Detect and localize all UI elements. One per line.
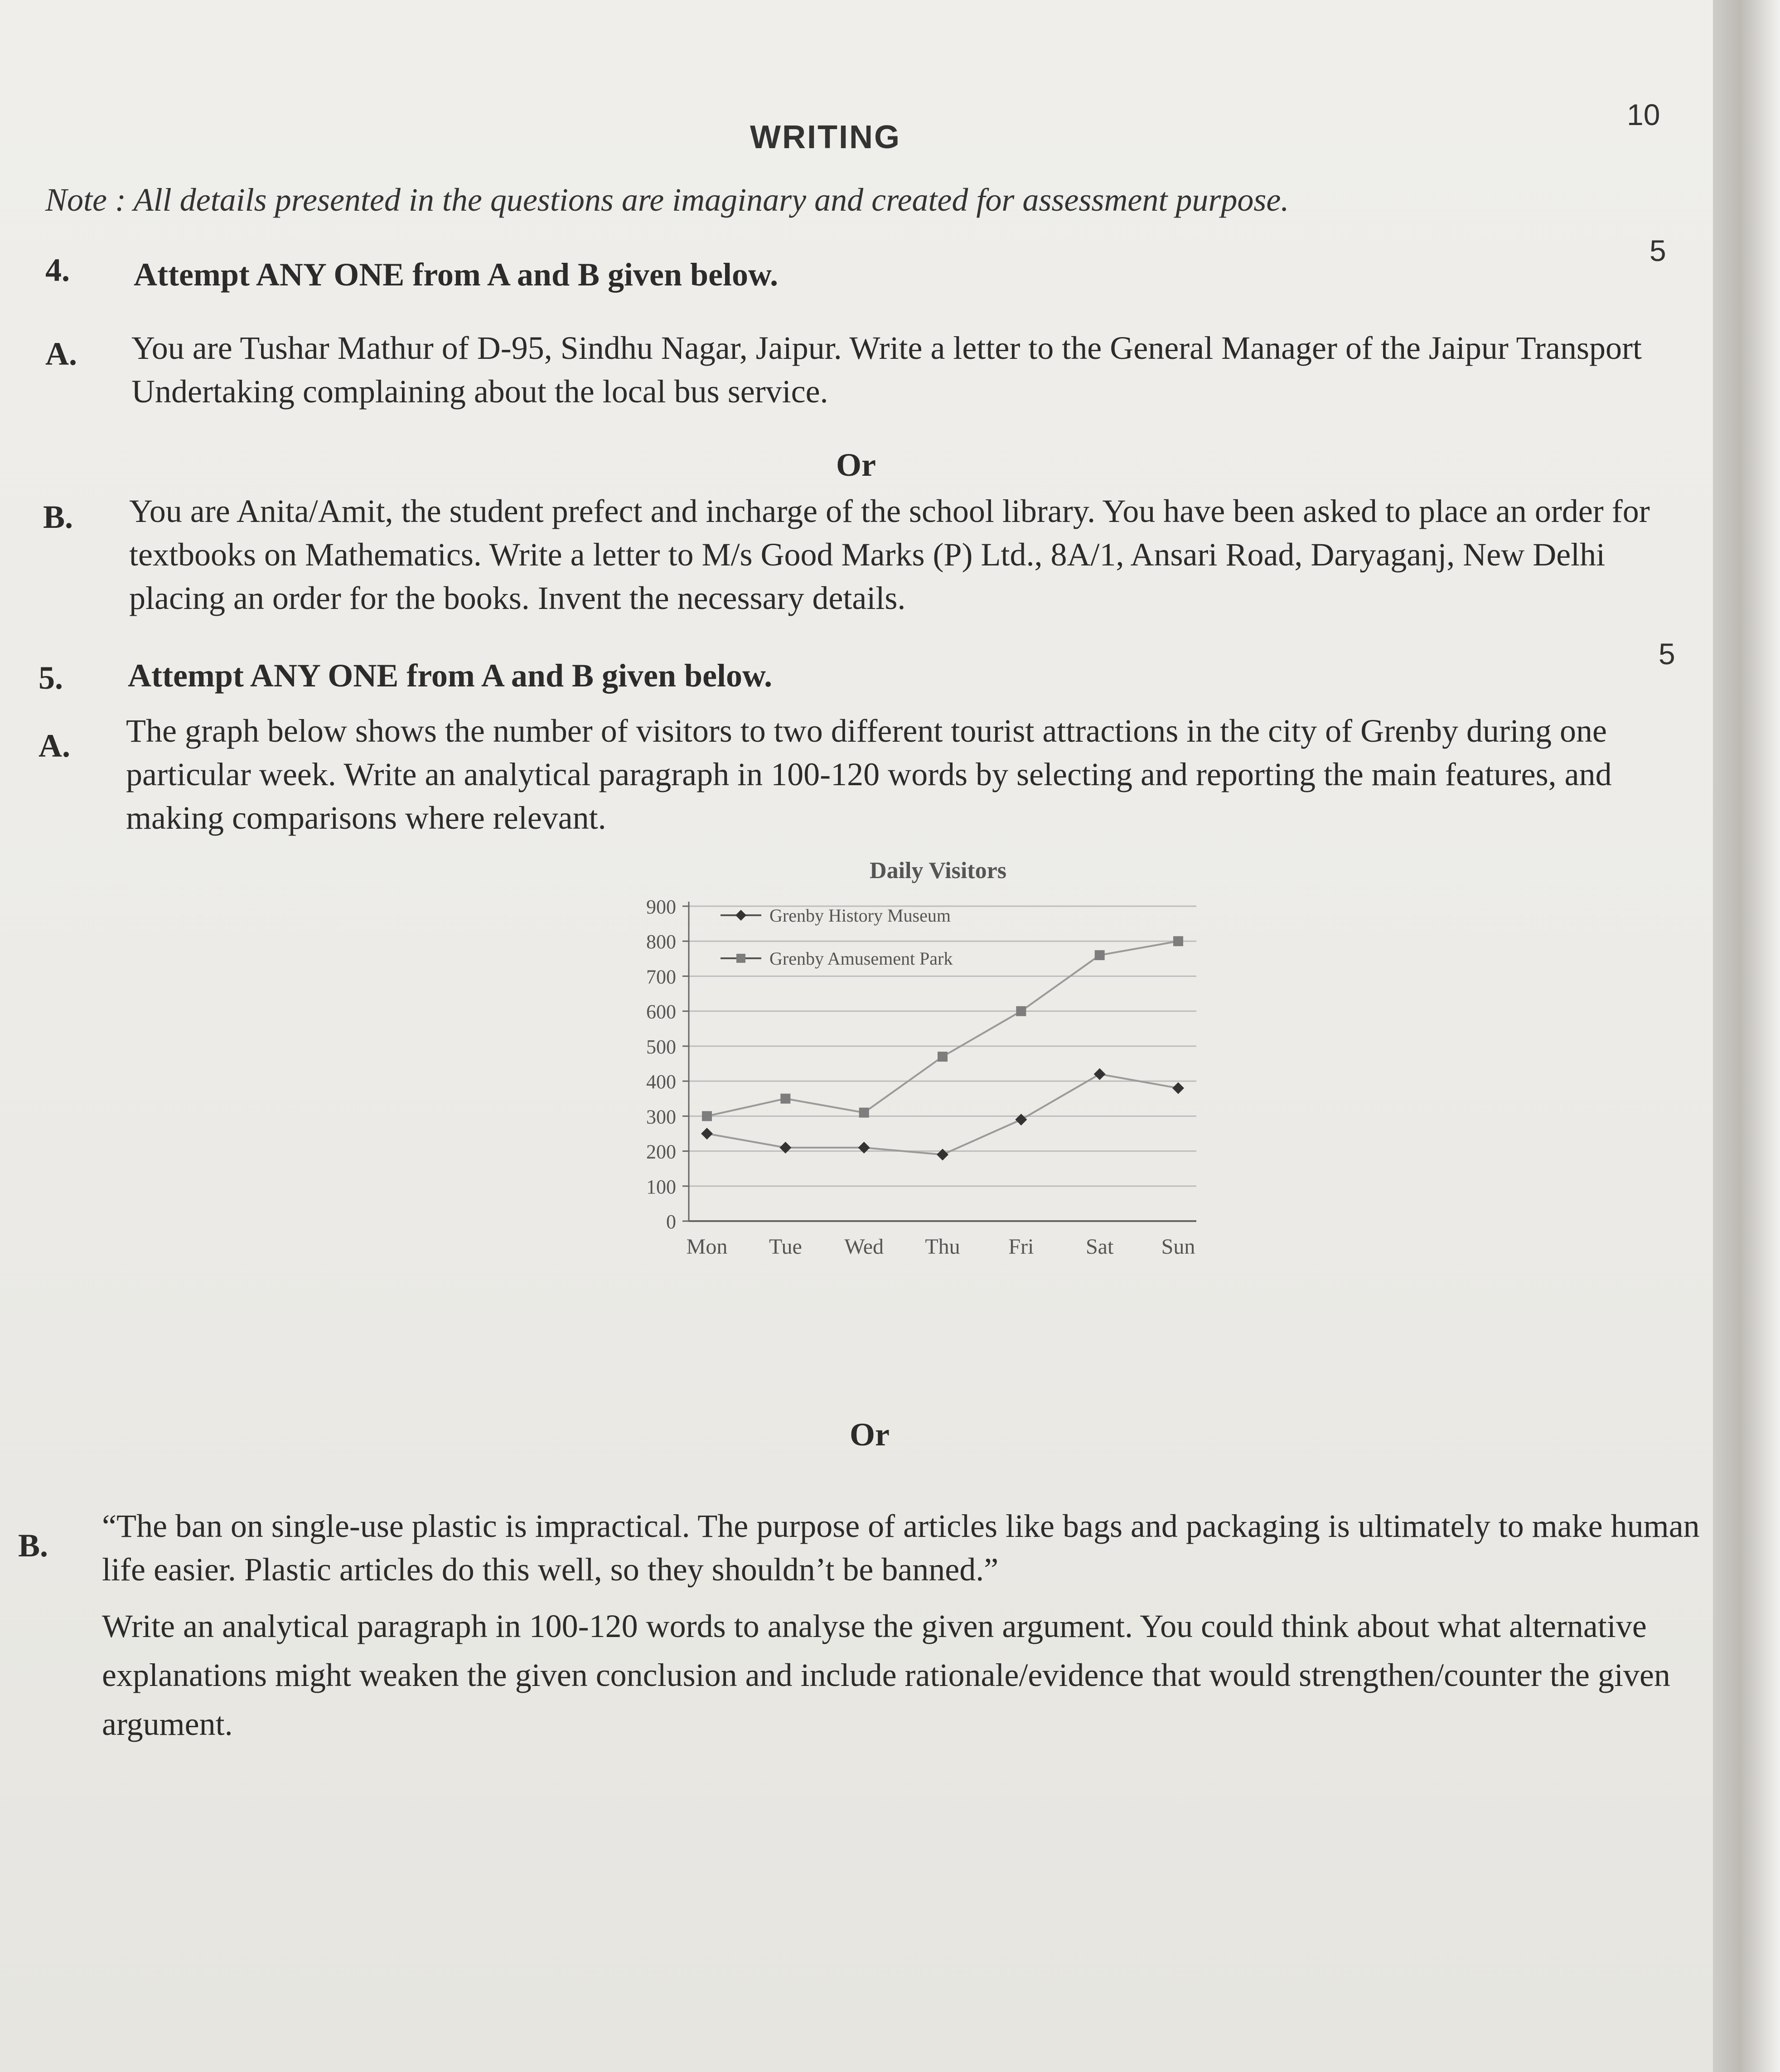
- amusement-park-point: [1095, 950, 1105, 960]
- x-tick-label: Sat: [1085, 1235, 1114, 1259]
- q5-b-quote: “The ban on single-use plastic is impractical. The purpose of articles like bags and packaging is ultimately to make human life easier. Plastic articles do this well, so they shouldn’t be banned.”: [102, 1508, 1700, 1588]
- x-tick-label: Fri: [1008, 1235, 1034, 1259]
- amusement-park-point: [780, 1094, 790, 1104]
- x-tick-label: Sun: [1161, 1235, 1195, 1259]
- q4-a-label: A.: [45, 336, 77, 372]
- amusement-park-point: [1173, 936, 1183, 946]
- daily-visitors-chart: [625, 852, 1214, 1282]
- q4-b-label: B.: [43, 499, 73, 535]
- museum-point: [1172, 1082, 1184, 1094]
- y-tick-label: 100: [646, 1175, 676, 1198]
- chart-series: [701, 936, 1184, 1160]
- amusement-park-point: [938, 1052, 948, 1062]
- page-edge: [1713, 0, 1780, 2072]
- q5-marks: 5: [1659, 637, 1675, 671]
- q5-title: Attempt ANY ONE from A and B given below.: [128, 657, 773, 694]
- x-tick-label: Thu: [925, 1235, 960, 1259]
- q5-number: 5.: [39, 660, 63, 696]
- y-tick-label: 800: [646, 931, 676, 953]
- x-tick-label: Tue: [769, 1235, 802, 1259]
- y-tick-label: 0: [666, 1211, 676, 1233]
- x-tick-label: Wed: [844, 1235, 884, 1259]
- q4-title: Attempt ANY ONE from A and B given below.: [134, 256, 779, 293]
- legend-diamond-marker: [735, 910, 746, 921]
- legend-label: Grenby Amusement Park: [769, 948, 953, 969]
- y-tick-label: 700: [646, 966, 676, 988]
- section-heading: WRITING: [750, 119, 901, 155]
- amusement-park-point: [1016, 1006, 1026, 1016]
- amusement-park-point: [859, 1108, 869, 1118]
- series-line-museum: [707, 1074, 1178, 1155]
- legend-square-marker: [736, 954, 745, 963]
- legend-label: Grenby History Museum: [769, 905, 951, 926]
- q5-or: Or: [850, 1416, 890, 1453]
- y-tick-label: 400: [646, 1071, 676, 1093]
- y-tick-label: 900: [646, 896, 676, 918]
- museum-point: [701, 1128, 713, 1140]
- y-tick-label: 300: [646, 1106, 676, 1128]
- assessment-note: Note : All details presented in the questions are imaginary and created for assessment purpose.: [45, 182, 1289, 218]
- museum-point: [1094, 1068, 1106, 1080]
- section-marks: 10: [1627, 98, 1660, 131]
- x-tick-label: Mon: [686, 1235, 728, 1259]
- amusement-park-point: [702, 1111, 712, 1121]
- q4-b-text: You are Anita/Amit, the student prefect and incharge of the school library. You have been asked to place an order for textbooks on Mathematics. Write a letter to M/s Good Marks (P) Ltd., 8A/1, Ansari Road, Daryaganj, New Delhi placing an order for the books. Invent the necessary details.: [129, 493, 1650, 616]
- q4-or: Or: [836, 447, 876, 483]
- q5-b-label: B.: [18, 1527, 48, 1564]
- y-tick-label: 500: [646, 1035, 676, 1058]
- q4-number: 4.: [45, 252, 70, 288]
- y-tick-label: 600: [646, 1000, 676, 1023]
- q5-b-text: Write an analytical paragraph in 100-120 words to analyse the given argument. You could think about what alternative explanations might weaken the given conclusion and include rationale/evidence that would strengthen/counter the given argument.: [102, 1608, 1670, 1742]
- q5-a-label: A.: [39, 728, 70, 764]
- q4-a-text: You are Tushar Mathur of D-95, Sindhu Nagar, Jaipur. Write a letter to the General Manager of the Jaipur Transport Undertaking complaining about the local bus service.: [131, 330, 1642, 410]
- q4-marks: 5: [1649, 234, 1666, 267]
- chart-title: Daily Visitors: [870, 858, 1006, 884]
- y-tick-label: 200: [646, 1140, 676, 1163]
- q5-a-text: The graph below shows the number of visitors to two different tourist attractions in the city of Grenby during one particular week. Write an analytical paragraph in 100-120 words by selecting and reporting the main features, and making comparisons where relevant.: [126, 713, 1612, 836]
- chart-legend: [721, 905, 953, 969]
